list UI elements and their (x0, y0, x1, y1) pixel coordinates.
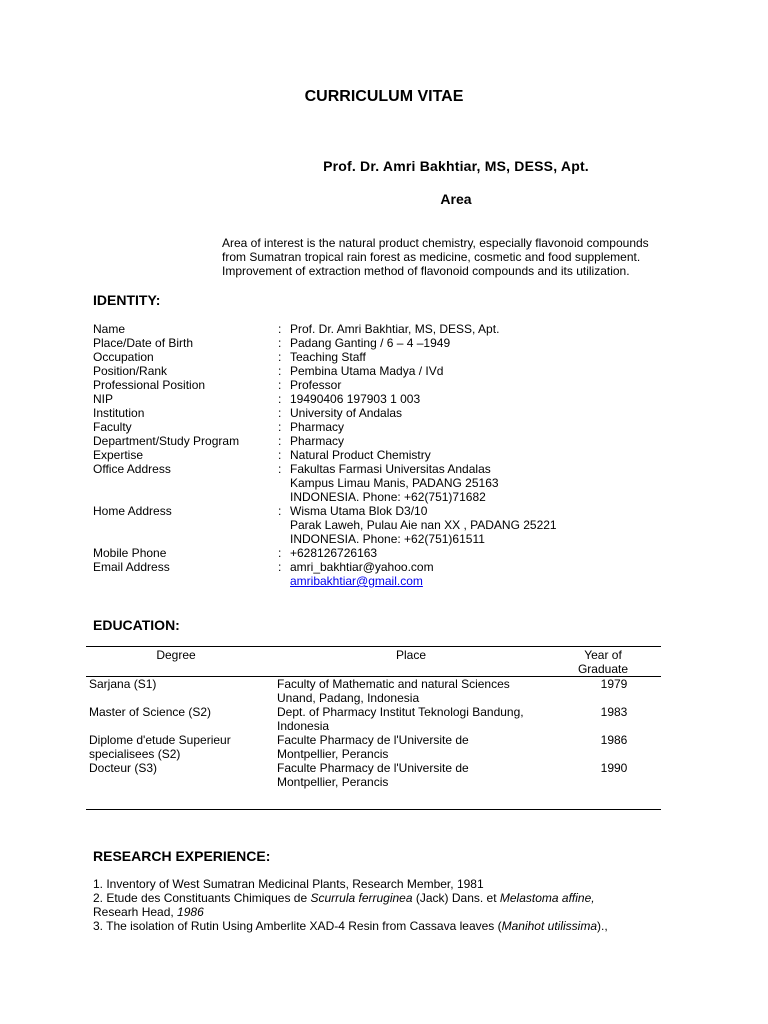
place-line: Faculty of Mathematic and natural Sciences (277, 677, 510, 691)
identity-label: Position/Rank (93, 364, 168, 378)
identity-label: Place/Date of Birth (93, 336, 194, 350)
identity-label: Professional Position (93, 378, 206, 392)
research-text: 2. Etude des Constituants Chimiques de (93, 891, 311, 905)
colon: : (278, 462, 282, 476)
address-line: INDONESIA. Phone: +62(751)61511 (290, 532, 485, 546)
year-cell: 1979 (600, 677, 628, 691)
research-year: 1986 (177, 905, 204, 919)
email-text: amri_bakhtiar@yahoo.com (290, 560, 434, 574)
identity-value: Padang Ganting / 6 – 4 –1949 (290, 336, 451, 350)
identity-row (93, 420, 557, 434)
research-text: )., (597, 919, 608, 933)
identity-value: Pembina Utama Madya / IVd (290, 364, 444, 378)
colon: : (278, 406, 282, 420)
degree-line: Master of Science (S2) (89, 705, 212, 719)
identity-row (93, 406, 557, 420)
identity-label: Faculty (93, 420, 132, 434)
year-cell: 1990 (600, 761, 628, 775)
table-row (86, 705, 661, 733)
colon: : (278, 322, 282, 336)
address-line: Kampus Limau Manis, PADANG 25163 (290, 476, 499, 490)
office-address (290, 462, 499, 504)
identity-row (93, 350, 557, 364)
colon: : (278, 504, 282, 518)
header-place: Place (395, 648, 427, 662)
identity-value: Pharmacy (290, 420, 345, 434)
identity-row (93, 448, 557, 462)
degree-line: specialisees (S2) (89, 747, 181, 761)
home-address-row (93, 504, 557, 546)
place-cell (277, 733, 567, 761)
identity-label: Home Address (93, 504, 172, 518)
research-item-cont (93, 905, 693, 919)
identity-row (93, 336, 557, 350)
degree-line: Diplome d'etude Superieur (89, 733, 231, 747)
identity-value: Pharmacy (290, 434, 345, 448)
identity-row (93, 434, 557, 448)
degree-cell (86, 733, 277, 761)
table-header (86, 647, 661, 677)
place-cell (277, 705, 567, 733)
area-line: Area of interest is the natural product chemistry, especially flavonoid compounds (222, 236, 649, 250)
colon: : (278, 350, 282, 364)
research-text: 3. The isolation of Rutin Using Amberlite XAD-4 Resin from Cassava leaves ( (93, 919, 502, 933)
address-line: Wisma Utama Blok D3/10 (290, 504, 428, 518)
colon: : (278, 364, 282, 378)
colon: : (278, 546, 282, 560)
area-line: from Sumatran tropical rain forest as medicine, cosmetic and food supplement. (222, 250, 641, 264)
place-cell (277, 761, 567, 789)
species-name: Scurrula ferruginea (310, 891, 413, 905)
identity-row (93, 364, 557, 378)
identity-label: Department/Study Program (93, 434, 240, 448)
degree-cell (86, 761, 277, 789)
education-heading: EDUCATION: (93, 617, 180, 633)
identity-label: Name (93, 322, 126, 336)
identity-value: Teaching Staff (290, 350, 366, 364)
year-cell: 1986 (600, 733, 628, 747)
identity-value: University of Andalas (290, 406, 403, 420)
area-line: Improvement of extraction method of flavonoid compounds and its utilization. (222, 264, 630, 278)
identity-label: Institution (93, 406, 145, 420)
research-item: 1. Inventory of West Sumatran Medicinal Plants, Research Member, 1981 (93, 877, 484, 891)
document-title: CURRICULUM VITAE (304, 88, 464, 105)
research-text: Researh Head, (93, 905, 178, 919)
address-line: Fakultas Farmasi Universitas Andalas (290, 462, 491, 476)
colon: : (278, 392, 282, 406)
colon: : (278, 378, 282, 392)
place-line: Unand, Padang, Indonesia (277, 691, 420, 705)
mobile-phone: +628126726163 (290, 546, 378, 560)
place-line: Montpellier, Perancis (277, 747, 389, 761)
research-item (93, 919, 693, 933)
place-cell (277, 677, 567, 705)
identity-value: Professor (290, 378, 342, 392)
area-heading: Area (440, 191, 472, 207)
year-cell: 1983 (600, 705, 628, 719)
address-line: INDONESIA. Phone: +62(751)71682 (290, 490, 486, 504)
degree-cell (86, 677, 277, 705)
area-of-interest (222, 236, 692, 278)
header-year-line: Graduate (577, 662, 629, 676)
email-row (93, 560, 557, 588)
place-line: Montpellier, Perancis (277, 775, 389, 789)
colon: : (278, 448, 282, 462)
identity-label: Occupation (93, 350, 154, 364)
table-rule (86, 809, 661, 810)
header-year-line: Year of (584, 648, 622, 662)
person-name: Prof. Dr. Amri Bakhtiar, MS, DESS, Apt. (323, 158, 589, 174)
email-link[interactable]: amribakhtiar@gmail.com (290, 574, 423, 588)
colon: : (278, 560, 282, 574)
address-line: Parak Laweh, Pulau Aie nan XX , PADANG 25221 (290, 518, 557, 532)
species-name: Manihot utilissima (501, 919, 597, 933)
species-name: Melastoma affine, (499, 891, 595, 905)
table-row (86, 733, 661, 761)
colon: : (278, 434, 282, 448)
identity-label: Office Address (93, 462, 171, 476)
research-heading: RESEARCH EXPERIENCE: (93, 848, 271, 864)
identity-label: Email Address (93, 560, 170, 574)
colon: : (278, 336, 282, 350)
email-values (290, 560, 434, 588)
identity-row (93, 378, 557, 392)
identity-label: Mobile Phone (93, 546, 167, 560)
education-table (86, 646, 661, 810)
degree-cell (86, 705, 277, 733)
identity-value: Natural Product Chemistry (290, 448, 431, 462)
header-degree: Degree (156, 648, 196, 662)
research-text: (Jack) Dans. et (412, 891, 500, 905)
degree-line: Docteur (S3) (89, 761, 158, 775)
home-address (290, 504, 557, 546)
research-item (93, 891, 693, 905)
identity-row (93, 392, 557, 406)
table-row (86, 761, 661, 789)
identity-label: NIP (93, 392, 114, 406)
mobile-row (93, 546, 557, 560)
identity-table (93, 322, 557, 588)
place-line: Faculte Pharmacy de l'Universite de (277, 733, 469, 747)
place-line: Dept. of Pharmacy Institut Teknologi Bandung, (277, 705, 524, 719)
research-list (93, 877, 693, 933)
identity-value: Prof. Dr. Amri Bakhtiar, MS, DESS, Apt. (290, 322, 500, 336)
identity-value: 19490406 197903 1 003 (290, 392, 421, 406)
colon: : (278, 420, 282, 434)
table-row (86, 677, 661, 705)
identity-heading: IDENTITY: (93, 292, 161, 308)
place-line: Faculte Pharmacy de l'Universite de (277, 761, 469, 775)
degree-line: Sarjana (S1) (89, 677, 157, 691)
identity-row (93, 322, 557, 336)
identity-label: Expertise (93, 448, 144, 462)
header-year (556, 648, 650, 676)
office-address-row (93, 462, 557, 504)
place-line: Indonesia (277, 719, 330, 733)
